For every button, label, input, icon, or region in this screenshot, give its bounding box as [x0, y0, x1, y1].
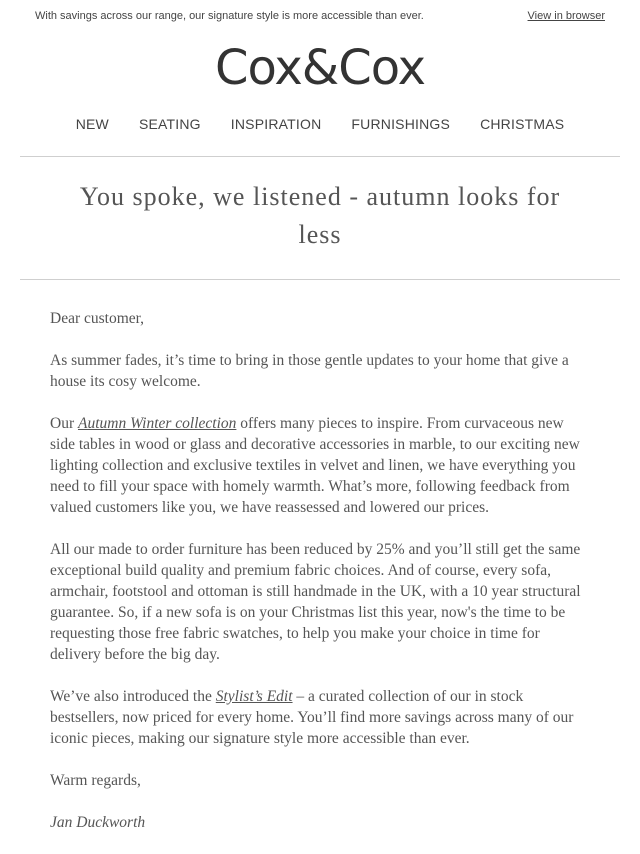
paragraph-furniture: All our made to order furniture has been reduced by 25% and you’ll still get the same exceptional build quality and premium fabric choices. And of course, every sofa, armchair, footstool and ottoman is still handmade in the UK, with a 10 year structural guarantee. So, if a new sofa is on your Christmas list this year, now's the time to be requesting those free fabric swatches, to help you make your choice in time for delivery before the big day.: [50, 541, 581, 663]
paragraph-text: Our: [50, 415, 78, 432]
signature: Jan Duckworth: [50, 814, 146, 831]
page-headline: You spoke, we listened - autumn looks for less: [79, 182, 561, 249]
main-nav: [0, 116, 640, 132]
paragraph-text: – a curated collection of our in stock bestsellers, now priced for every home. You’ll find more savings across many of our iconic pieces, making our signature style more accessible than ever.: [50, 688, 574, 747]
paragraph-stylists-edit: [50, 686, 590, 749]
nav-item-christmas[interactable]: CHRISTMAS: [480, 116, 565, 132]
nav-item-new[interactable]: NEW: [75, 116, 109, 132]
logo-text: Cox&Cox: [214, 40, 426, 96]
paragraph-intro: As summer fades, it’s time to bring in those gentle updates to your home that give a house its cosy welcome.: [50, 352, 569, 390]
divider-top: [20, 156, 620, 157]
top-bar: [0, 0, 640, 36]
paragraph-text: We’ve also introduced the: [50, 688, 216, 705]
nav-item-inspiration[interactable]: INSPIRATION: [230, 116, 322, 132]
email-body: [50, 308, 590, 854]
greeting: Dear customer,: [50, 310, 145, 327]
view-in-browser-link[interactable]: View in browser: [527, 10, 605, 22]
paragraph-collection: [50, 413, 590, 518]
nav-item-furnishings[interactable]: FURNISHINGS: [351, 116, 451, 132]
divider-bottom: [20, 279, 620, 280]
stylists-edit-link[interactable]: Stylist’s Edit: [215, 688, 293, 705]
sign-off: Warm regards,: [50, 772, 141, 789]
nav-item-seating[interactable]: SEATING: [138, 116, 201, 132]
autumn-winter-collection-link[interactable]: Autumn Winter collection: [77, 415, 237, 432]
brand-logo[interactable]: [0, 40, 640, 96]
paragraph-text: offers many pieces to inspire. From curvaceous new side tables in wood or glass and decorative accessories in marble, to our exciting new lighting collection and exclusive textiles in velvet and linen, we have everything you need to fill your space with homely warmth. What’s more, following feedback from valued customers like you, we have reassessed and lowered our prices.: [50, 415, 580, 516]
preheader-text: With savings across our range, our signature style is more accessible than ever.: [35, 10, 424, 22]
